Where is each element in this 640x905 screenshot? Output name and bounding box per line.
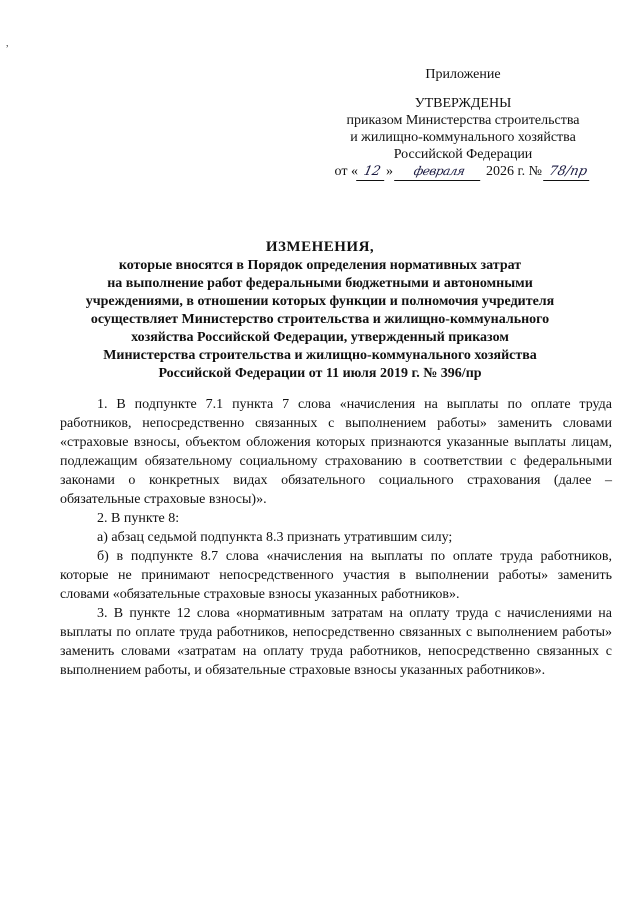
appendix-label: Приложение	[425, 67, 501, 82]
margin-mark: ,	[6, 38, 9, 49]
date-year: 2026 г. №	[485, 164, 542, 179]
title-heading: ИЗМЕНЕНИЯ,	[265, 239, 375, 255]
title-line: осуществляет Министерство строительства и жилищно-коммунального	[90, 312, 550, 327]
paragraph-item-2: 2. В пункте 8:	[97, 511, 180, 526]
title-line: которые вносятся в Порядок определения нормативных затрат	[118, 258, 522, 273]
document-body	[60, 395, 612, 680]
date-prefix: от «	[334, 164, 358, 179]
handwritten-order-number: 78/пр	[544, 163, 594, 181]
order-line-2: и жилищно-коммунального хозяйства	[350, 130, 576, 145]
paragraph-item-2a: а) абзац седьмой подпункта 8.3 признать утратившим силу;	[97, 530, 453, 545]
approval-block	[318, 66, 608, 181]
handwritten-month: февраля	[395, 163, 485, 181]
title-line: Российской Федерации от 11 июля 2019 г. № 396/пр	[158, 366, 482, 381]
title-line: на выполнение работ федеральными бюджетными и автономными	[107, 276, 533, 291]
title-line: Министерства строительства и жилищно-коммунального хозяйства	[103, 348, 537, 363]
paragraph-item-1: 1. В подпункте 7.1 пункта 7 слова «начисления на выплаты по оплате труда работников, непосредственно связанных с выполнением работы» заменить словами «страховые взносы, объектом обложения которых признаются указанные выплаты лицам, подлежащим обязательному социальному страхованию в соответствии с федеральными законами о конкретных видах обязательного социального страхования (далее – обязательные страховые взносы)».	[60, 397, 612, 507]
approved-label: УТВЕРЖДЕНЫ	[414, 96, 512, 111]
paragraph-item-2b: б) в подпункте 8.7 слова «начисления на выплаты по оплате труда работников, которые не принимают непосредственного участия в выполнении работы» заменить словами «обязательные страховые взносы указанных работников».	[60, 549, 612, 602]
date-close: »	[385, 164, 393, 179]
order-line-3: Российской Федерации	[393, 147, 533, 162]
order-date-line	[318, 163, 608, 181]
document-title	[60, 238, 580, 383]
paragraph-item-3: 3. В пункте 12 слова «нормативным затратам на оплату труда с начислениями на выплаты по оплате труда работников, непосредственно связанных с выполнением работы» заменить словами «затратам на оплату труда работников, непосредственно связанных с выполнением работы, и обязательные страховые взносы указанных работников».	[60, 606, 612, 678]
handwritten-day: 12	[356, 163, 388, 181]
order-line-1: приказом Министерства строительства	[346, 113, 580, 128]
title-line: учреждениями, в отношении которых функции и полномочия учредителя	[85, 294, 555, 309]
title-line: хозяйства Российской Федерации, утвержденный приказом	[131, 330, 509, 345]
